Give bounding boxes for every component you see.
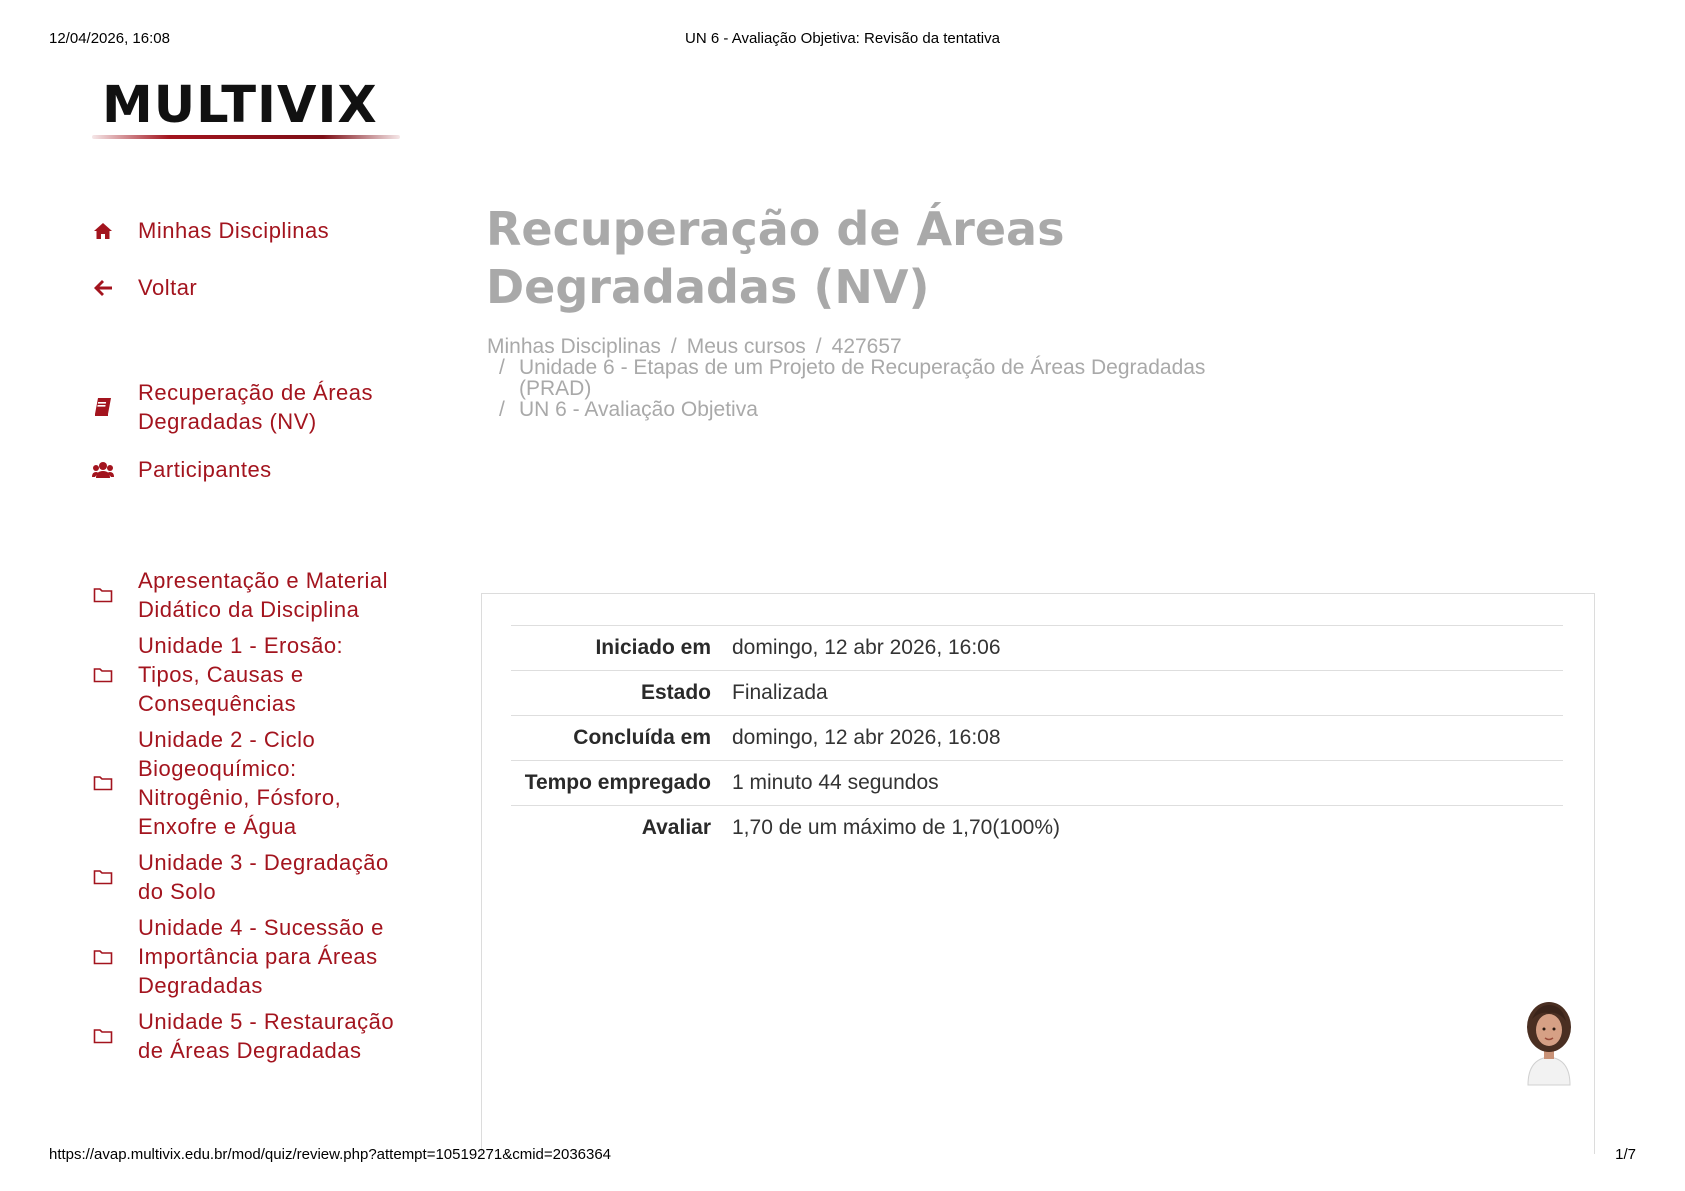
- sidebar-item-label: Minhas Disciplinas: [138, 218, 330, 243]
- breadcrumb: [487, 336, 1207, 420]
- logo-text: MULTIVIX: [102, 76, 378, 135]
- arrow-left-icon: [92, 277, 114, 299]
- summary-value: 1,70 de um máximo de 1,70(100%): [732, 816, 1061, 839]
- print-footer: [49, 1146, 1636, 1166]
- breadcrumb-separator: /: [815, 335, 822, 358]
- summary-label: Avaliar: [641, 816, 711, 839]
- users-icon: [92, 459, 114, 481]
- sidebar-section-unidade-5[interactable]: [92, 1007, 412, 1065]
- table-row: [511, 806, 1563, 851]
- sidebar-item-label: Recuperação de Áreas Degradadas (NV): [138, 380, 374, 434]
- sidebar-item-participantes[interactable]: [92, 455, 272, 484]
- summary-value: Finalizada: [732, 681, 828, 704]
- sidebar-item-voltar[interactable]: [92, 273, 197, 302]
- sidebar-item-minhas-disciplinas[interactable]: [92, 216, 329, 245]
- sidebar-item-label: Voltar: [138, 275, 198, 300]
- summary-label: Estado: [640, 681, 711, 704]
- summary-value: domingo, 12 abr 2026, 16:08: [732, 726, 1001, 749]
- summary-label: Tempo empregado: [524, 771, 711, 794]
- folder-icon: [92, 772, 114, 794]
- section-list: [92, 566, 412, 1072]
- sidebar-section-unidade-2[interactable]: [92, 725, 412, 841]
- print-date: 12/04/2026, 16:08: [49, 30, 170, 47]
- attempt-summary-table: [511, 625, 1563, 850]
- breadcrumb-link-avaliacao[interactable]: UN 6 - Avaliação Objetiva: [519, 398, 758, 421]
- folder-icon: [92, 1025, 114, 1047]
- print-title: UN 6 - Avaliação Objetiva: Revisão da tentativa: [685, 30, 1000, 47]
- breadcrumb-link-unidade-6[interactable]: Unidade 6 - Etapas de um Projeto de Recuperação de Áreas Degradadas (PRAD): [519, 356, 1206, 400]
- home-icon: [92, 220, 114, 242]
- sidebar-item-label: Unidade 2 - Ciclo Biogeoquímico: Nitrogênio, Fósforo, Enxofre e Água: [138, 727, 342, 839]
- print-header: [49, 30, 1636, 50]
- assistant-avatar[interactable]: [1518, 997, 1580, 1087]
- sidebar-item-label: Participantes: [138, 457, 272, 482]
- breadcrumb-link-minhas-disciplinas[interactable]: Minhas Disciplinas: [487, 335, 661, 358]
- table-row: [511, 716, 1563, 761]
- breadcrumb-separator: /: [499, 398, 505, 421]
- sidebar-item-label: Apresentação e Material Didático da Disciplina: [138, 568, 388, 622]
- breadcrumb-link-course-id[interactable]: 427657: [831, 335, 902, 358]
- print-page-number: 1/7: [1615, 1146, 1636, 1163]
- book-icon: [92, 396, 114, 418]
- folder-icon: [92, 866, 114, 888]
- sidebar-item-label: Unidade 4 - Sucessão e Importância para Áreas Degradadas: [138, 915, 384, 998]
- sidebar-section-apresentacao[interactable]: [92, 566, 412, 624]
- summary-label: Concluída em: [573, 726, 711, 749]
- table-row: [511, 671, 1563, 716]
- folder-icon: [92, 946, 114, 968]
- print-url: https://avap.multivix.edu.br/mod/quiz/review.php?attempt=10519271&cmid=2036364: [49, 1146, 612, 1163]
- summary-value: domingo, 12 abr 2026, 16:06: [732, 636, 1001, 659]
- page-title: Recuperação de Áreas Degradadas (NV): [486, 202, 1065, 314]
- sidebar-section-unidade-4[interactable]: [92, 913, 412, 1000]
- breadcrumb-separator: /: [499, 356, 505, 379]
- multivix-logo[interactable]: [92, 78, 402, 146]
- summary-label: Iniciado em: [595, 636, 711, 659]
- sidebar-item-course[interactable]: [92, 378, 398, 436]
- sidebar-section-unidade-1[interactable]: [92, 631, 412, 718]
- table-row: [511, 761, 1563, 806]
- breadcrumb-link-meus-cursos[interactable]: Meus cursos: [686, 335, 806, 358]
- breadcrumb-separator: /: [670, 335, 677, 358]
- quiz-review-card: [481, 593, 1595, 1154]
- summary-value: 1 minuto 44 segundos: [732, 771, 939, 794]
- logo-underline: [92, 135, 400, 139]
- sidebar-item-label: Unidade 5 - Restauração de Áreas Degradadas: [138, 1009, 395, 1063]
- table-row: [511, 626, 1563, 671]
- folder-icon: [92, 584, 114, 606]
- sidebar-section-unidade-3[interactable]: [92, 848, 412, 906]
- folder-icon: [92, 664, 114, 686]
- sidebar-item-label: Unidade 3 - Degradação do Solo: [138, 850, 389, 904]
- sidebar-item-label: Unidade 1 - Erosão: Tipos, Causas e Consequências: [138, 633, 344, 716]
